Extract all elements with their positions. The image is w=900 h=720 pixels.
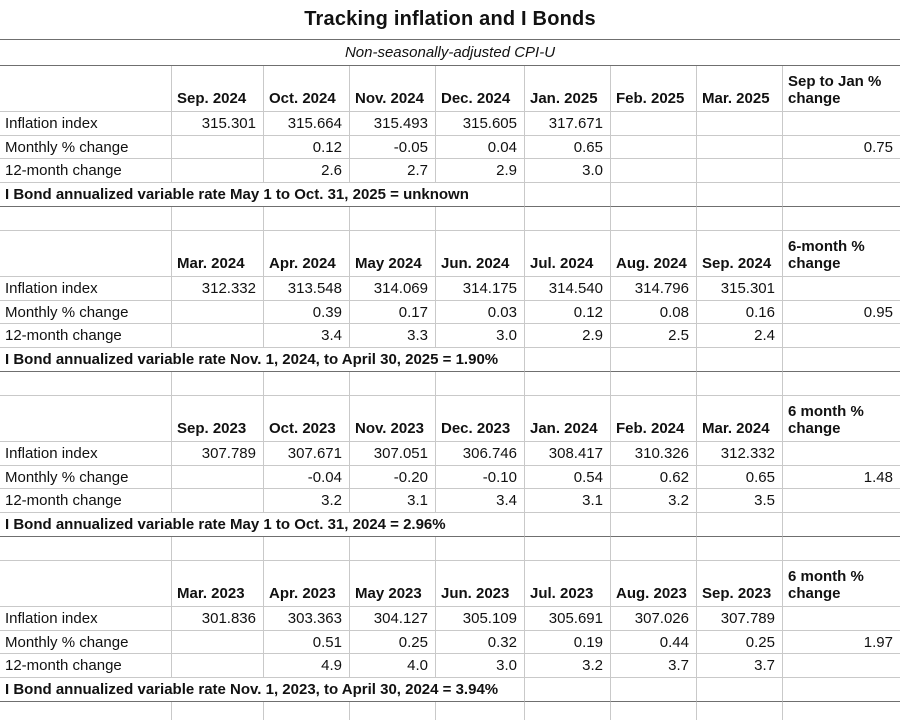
empty-cell: [611, 702, 697, 720]
value-cell: 314.175: [436, 277, 525, 301]
inflation-table-section-3: [0, 396, 900, 561]
summary-header-cell: Sep to Jan % change: [783, 66, 900, 112]
month-header-cell: Feb. 2025: [611, 66, 697, 112]
value-cell: 307.026: [611, 607, 697, 631]
row-label-cell: Inflation index: [0, 607, 172, 631]
empty-cell: [350, 207, 436, 231]
month-header-cell: May 2024: [350, 231, 436, 277]
value-cell: -0.10: [436, 466, 525, 489]
empty-cell: [697, 702, 783, 720]
value-cell: -0.05: [350, 136, 436, 159]
month-header-cell: Sep. 2024: [172, 66, 264, 112]
empty-cell: [436, 372, 525, 396]
empty-cell: [264, 537, 350, 561]
value-cell: [172, 489, 264, 513]
value-cell: 4.9: [264, 654, 350, 678]
empty-cell: [783, 207, 900, 231]
empty-cell: [525, 537, 611, 561]
month-header-cell: Jun. 2023: [436, 561, 525, 607]
value-cell: [697, 112, 783, 136]
value-cell: 3.7: [697, 654, 783, 678]
empty-cell: [172, 372, 264, 396]
empty-cell: [783, 372, 900, 396]
value-cell: 3.2: [525, 654, 611, 678]
summary-value-cell: 1.97: [783, 631, 900, 654]
month-header-cell: Oct. 2024: [264, 66, 350, 112]
corner-cell: [0, 66, 172, 112]
empty-cell: [611, 183, 697, 207]
value-cell: 3.7: [611, 654, 697, 678]
empty-cell: [697, 537, 783, 561]
value-cell: 0.32: [436, 631, 525, 654]
empty-cell: [611, 513, 697, 537]
ibond-rate-note: I Bond annualized variable rate Nov. 1, 2024, to April 30, 2025 = 1.90%: [0, 348, 525, 372]
empty-cell: [0, 372, 172, 396]
value-cell: [172, 301, 264, 324]
summary-value-cell: [783, 489, 900, 513]
value-cell: 3.0: [525, 159, 611, 183]
empty-cell: [264, 372, 350, 396]
value-cell: 3.4: [436, 489, 525, 513]
value-cell: 314.540: [525, 277, 611, 301]
value-cell: 317.671: [525, 112, 611, 136]
row-label-cell: 12-month change: [0, 489, 172, 513]
summary-value-cell: [783, 607, 900, 631]
empty-cell: [611, 348, 697, 372]
row-label-cell: Monthly % change: [0, 631, 172, 654]
empty-cell: [783, 678, 900, 702]
value-cell: 305.691: [525, 607, 611, 631]
empty-cell: [0, 537, 172, 561]
value-cell: 312.332: [697, 442, 783, 466]
value-cell: 301.836: [172, 607, 264, 631]
month-header-cell: Feb. 2024: [611, 396, 697, 442]
summary-value-cell: [783, 112, 900, 136]
value-cell: 4.0: [350, 654, 436, 678]
value-cell: 2.7: [350, 159, 436, 183]
month-header-cell: Dec. 2024: [436, 66, 525, 112]
ibond-rate-note: I Bond annualized variable rate May 1 to Oct. 31, 2025 = unknown: [0, 183, 525, 207]
empty-cell: [350, 702, 436, 720]
empty-cell: [525, 348, 611, 372]
month-header-cell: Jan. 2025: [525, 66, 611, 112]
month-header-cell: Dec. 2023: [436, 396, 525, 442]
empty-cell: [697, 678, 783, 702]
value-cell: 3.2: [611, 489, 697, 513]
value-cell: 312.332: [172, 277, 264, 301]
month-header-cell: Apr. 2024: [264, 231, 350, 277]
value-cell: 0.04: [436, 136, 525, 159]
value-cell: [172, 654, 264, 678]
empty-cell: [525, 513, 611, 537]
value-cell: 307.789: [172, 442, 264, 466]
month-header-cell: Mar. 2025: [697, 66, 783, 112]
empty-cell: [783, 537, 900, 561]
empty-cell: [525, 183, 611, 207]
summary-header-cell: 6 month % change: [783, 396, 900, 442]
ibond-rate-note: I Bond annualized variable rate Nov. 1, 2023, to April 30, 2024 = 3.94%: [0, 678, 525, 702]
month-header-cell: Nov. 2024: [350, 66, 436, 112]
summary-value-cell: [783, 159, 900, 183]
value-cell: 0.51: [264, 631, 350, 654]
value-cell: 310.326: [611, 442, 697, 466]
value-cell: 0.65: [525, 136, 611, 159]
value-cell: 0.25: [697, 631, 783, 654]
value-cell: 306.746: [436, 442, 525, 466]
value-cell: 3.2: [264, 489, 350, 513]
empty-cell: [783, 513, 900, 537]
summary-value-cell: 0.95: [783, 301, 900, 324]
empty-cell: [436, 702, 525, 720]
value-cell: 315.301: [172, 112, 264, 136]
empty-cell: [172, 702, 264, 720]
value-cell: 0.16: [697, 301, 783, 324]
value-cell: 3.1: [350, 489, 436, 513]
value-cell: 307.789: [697, 607, 783, 631]
value-cell: [611, 136, 697, 159]
value-cell: 313.548: [264, 277, 350, 301]
value-cell: 2.6: [264, 159, 350, 183]
value-cell: 0.03: [436, 301, 525, 324]
value-cell: 2.9: [436, 159, 525, 183]
value-cell: [172, 631, 264, 654]
value-cell: 0.54: [525, 466, 611, 489]
month-header-cell: Sep. 2024: [697, 231, 783, 277]
empty-cell: [611, 372, 697, 396]
value-cell: 0.12: [264, 136, 350, 159]
empty-cell: [783, 183, 900, 207]
summary-value-cell: [783, 442, 900, 466]
summary-header-cell: 6-month % change: [783, 231, 900, 277]
value-cell: 308.417: [525, 442, 611, 466]
value-cell: [611, 112, 697, 136]
month-header-cell: Apr. 2023: [264, 561, 350, 607]
value-cell: 315.301: [697, 277, 783, 301]
value-cell: 2.9: [525, 324, 611, 348]
row-label-cell: 12-month change: [0, 324, 172, 348]
corner-cell: [0, 561, 172, 607]
value-cell: 303.363: [264, 607, 350, 631]
table-sections: [0, 66, 900, 720]
month-header-cell: Aug. 2023: [611, 561, 697, 607]
empty-cell: [172, 537, 264, 561]
value-cell: 2.4: [697, 324, 783, 348]
summary-value-cell: [783, 324, 900, 348]
value-cell: [697, 159, 783, 183]
empty-cell: [611, 678, 697, 702]
value-cell: -0.20: [350, 466, 436, 489]
row-label-cell: Monthly % change: [0, 136, 172, 159]
value-cell: 3.4: [264, 324, 350, 348]
empty-cell: [525, 207, 611, 231]
row-label-cell: Inflation index: [0, 442, 172, 466]
empty-cell: [525, 702, 611, 720]
corner-cell: [0, 396, 172, 442]
empty-cell: [525, 372, 611, 396]
value-cell: [172, 136, 264, 159]
value-cell: 307.051: [350, 442, 436, 466]
value-cell: 2.5: [611, 324, 697, 348]
summary-value-cell: 1.48: [783, 466, 900, 489]
row-label-cell: Monthly % change: [0, 466, 172, 489]
empty-cell: [697, 183, 783, 207]
month-header-cell: Jul. 2024: [525, 231, 611, 277]
value-cell: [172, 466, 264, 489]
empty-cell: [436, 207, 525, 231]
month-header-cell: Mar. 2023: [172, 561, 264, 607]
month-header-cell: Jan. 2024: [525, 396, 611, 442]
corner-cell: [0, 231, 172, 277]
value-cell: 3.1: [525, 489, 611, 513]
empty-cell: [350, 537, 436, 561]
empty-cell: [172, 207, 264, 231]
row-label-cell: 12-month change: [0, 654, 172, 678]
summary-header-cell: 6 month % change: [783, 561, 900, 607]
ibond-rate-note: I Bond annualized variable rate May 1 to Oct. 31, 2024 = 2.96%: [0, 513, 525, 537]
month-header-cell: Jul. 2023: [525, 561, 611, 607]
empty-cell: [611, 207, 697, 231]
value-cell: [172, 159, 264, 183]
value-cell: 0.19: [525, 631, 611, 654]
value-cell: 3.0: [436, 654, 525, 678]
value-cell: 0.17: [350, 301, 436, 324]
value-cell: 315.493: [350, 112, 436, 136]
value-cell: [172, 324, 264, 348]
month-header-cell: Mar. 2024: [697, 396, 783, 442]
empty-cell: [697, 372, 783, 396]
value-cell: 314.069: [350, 277, 436, 301]
summary-value-cell: 0.75: [783, 136, 900, 159]
value-cell: [611, 159, 697, 183]
month-header-cell: Jun. 2024: [436, 231, 525, 277]
page-subtitle: Non-seasonally-adjusted CPI-U: [0, 40, 900, 66]
month-header-cell: Oct. 2023: [264, 396, 350, 442]
value-cell: 0.08: [611, 301, 697, 324]
value-cell: 315.605: [436, 112, 525, 136]
row-label-cell: 12-month change: [0, 159, 172, 183]
row-label-cell: Monthly % change: [0, 301, 172, 324]
value-cell: 0.12: [525, 301, 611, 324]
empty-cell: [697, 348, 783, 372]
page-title: Tracking inflation and I Bonds: [0, 0, 900, 40]
empty-cell: [783, 348, 900, 372]
value-cell: 0.65: [697, 466, 783, 489]
inflation-table-section-1: [0, 66, 900, 231]
empty-cell: [0, 702, 172, 720]
value-cell: 3.0: [436, 324, 525, 348]
inflation-table-section-4: [0, 561, 900, 720]
month-header-cell: Aug. 2024: [611, 231, 697, 277]
empty-cell: [697, 513, 783, 537]
value-cell: 3.3: [350, 324, 436, 348]
empty-cell: [350, 372, 436, 396]
value-cell: 0.44: [611, 631, 697, 654]
value-cell: 0.39: [264, 301, 350, 324]
value-cell: 0.25: [350, 631, 436, 654]
month-header-cell: Nov. 2023: [350, 396, 436, 442]
value-cell: -0.04: [264, 466, 350, 489]
empty-cell: [783, 702, 900, 720]
empty-cell: [0, 207, 172, 231]
empty-cell: [611, 537, 697, 561]
value-cell: [697, 136, 783, 159]
value-cell: 305.109: [436, 607, 525, 631]
month-header-cell: Sep. 2023: [697, 561, 783, 607]
empty-cell: [436, 537, 525, 561]
empty-cell: [264, 702, 350, 720]
value-cell: 0.62: [611, 466, 697, 489]
row-label-cell: Inflation index: [0, 112, 172, 136]
value-cell: 304.127: [350, 607, 436, 631]
value-cell: 314.796: [611, 277, 697, 301]
summary-value-cell: [783, 277, 900, 301]
month-header-cell: Mar. 2024: [172, 231, 264, 277]
month-header-cell: May 2023: [350, 561, 436, 607]
value-cell: 315.664: [264, 112, 350, 136]
month-header-cell: Sep. 2023: [172, 396, 264, 442]
value-cell: 3.5: [697, 489, 783, 513]
empty-cell: [264, 207, 350, 231]
row-label-cell: Inflation index: [0, 277, 172, 301]
empty-cell: [525, 678, 611, 702]
summary-value-cell: [783, 654, 900, 678]
inflation-table-section-2: [0, 231, 900, 396]
value-cell: 307.671: [264, 442, 350, 466]
empty-cell: [697, 207, 783, 231]
